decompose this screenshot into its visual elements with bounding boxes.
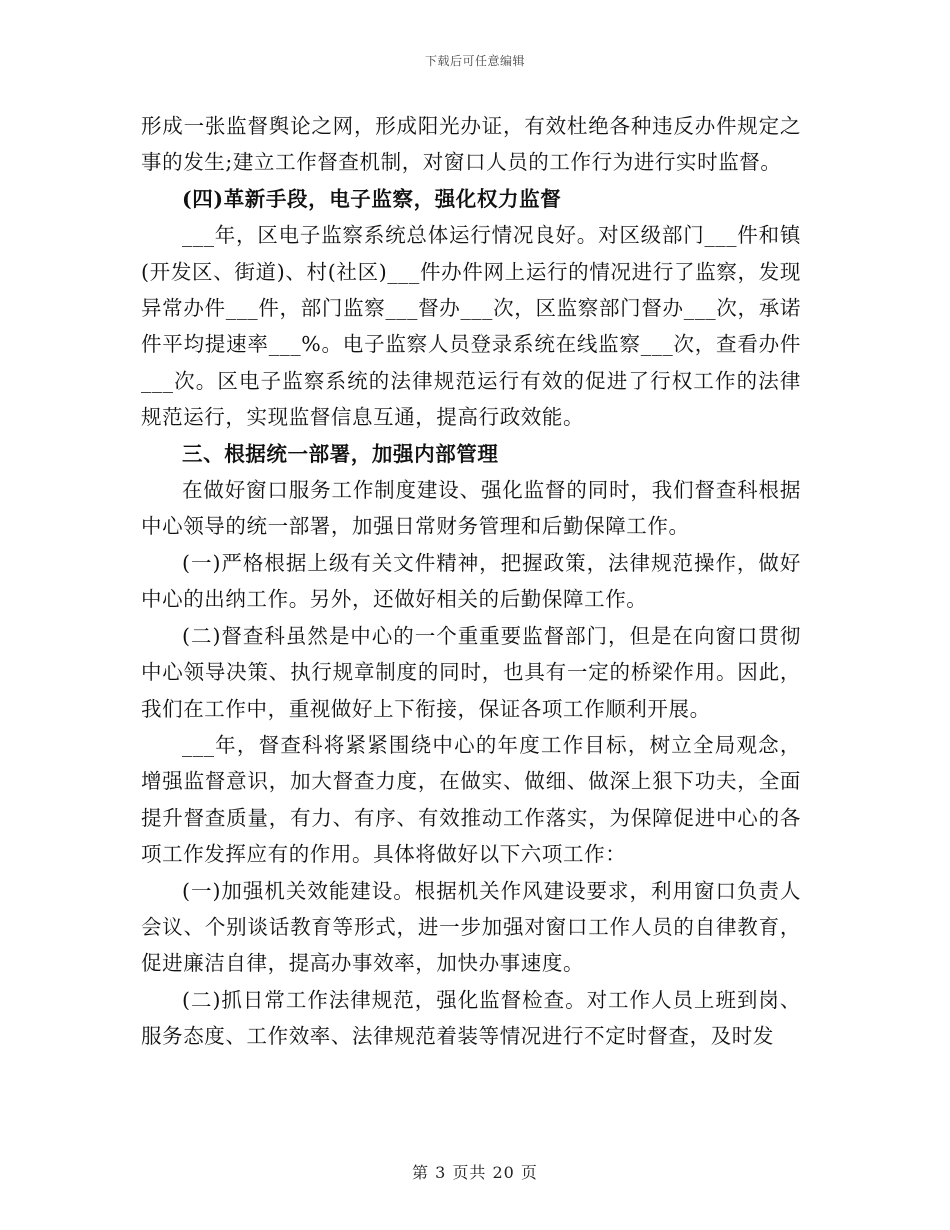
paragraph-1: 形成一张监督舆论之网，形成阳光办证，有效杜绝各种违反办件规定之事的发生;建立工作督查机制，对窗口人员的工作行为进行实时监督。 [141, 114, 801, 175]
section-heading-4: (四)革新手段，电子监察，强化权力监督 [182, 186, 562, 211]
paragraph-9: (一)加强机关效能建设。根据机关作风建设要求，利用窗口负责人会议、个别谈话教育等形式，进一步加强对窗口工作人员的自律教育，促进廉洁自律，提高办事效率，加快办事速度。 [141, 878, 801, 976]
paragraph-10: (二)抓日常工作法律规范，强化监督检查。对工作人员上班到岗、服务态度、工作效率、法律规范着装等情况进行不定时督查，及时发 [141, 987, 801, 1049]
paragraph-8: ___年，督查科将紧紧围绕中心的年度工作目标，树立全局观念，增强监督意识，加大督查力度，在做实、做细、做深上狠下功夫，全面提升督查质量，有力、有序、有效推动工作落实，为保障促进中心的各项工作发挥应有的作用。具体将做好以下六项工作： [141, 732, 801, 867]
page-header: 下载后可任意编辑 [424, 54, 525, 68]
paragraph-5: 在做好窗口服务工作制度建设、强化监督的同时，我们督查科根据中心领导的统一部署，加强日常财务管理和后勤保障工作。 [141, 478, 801, 539]
section-heading-3: 三、根据统一部署，加强内部管理 [182, 441, 499, 466]
paragraph-6: (一)严格根据上级有关文件精神，把握政策，法律规范操作，做好中心的出纳工作。另外，还做好相关的后勤保障工作。 [141, 550, 801, 612]
paragraph-7: (二)督查科虽然是中心的一个重重要监督部门，但是在向窗口贯彻中心领导决策、执行规章制度的同时，也具有一定的桥梁作用。因此，我们在工作中，重视做好上下衔接，保证各项工作顺利开展。 [141, 623, 801, 721]
page-footer: 第 3 页共 20 页 [412, 1163, 538, 1182]
paragraph-3: ___年，区电子监察系统总体运行情况良好。对区级部门___件和镇(开发区、街道)、村(社区)___件办件网上运行的情况进行了监察，发现异常办件___件，部门监察___督办___次，区监察部门督办___次，承诺件平均提速率___%。电子监察人员登录系统在线监察___次，查看办件___次。区电子监察系统的法律规范运行有效的促进了行权工作的法律规范运行，实现监督信息互通，提高行政效能。 [141, 223, 801, 430]
document-body [141, 108, 801, 1055]
